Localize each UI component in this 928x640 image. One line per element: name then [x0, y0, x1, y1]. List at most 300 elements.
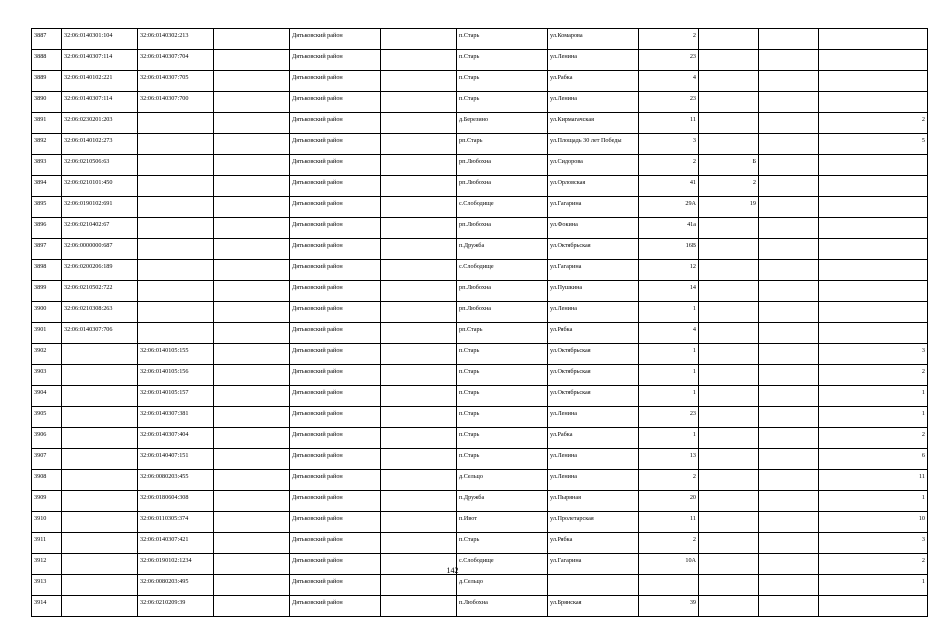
- apartment-cell: 1: [819, 575, 928, 596]
- cadastral-number-cell: [62, 365, 138, 386]
- empty-cell: [381, 449, 457, 470]
- street-cell: ул.Орловская: [548, 176, 639, 197]
- cadastral-number-cell: 32:06:0140301:104: [62, 29, 138, 50]
- house-number-cell: 3: [639, 134, 699, 155]
- row-number-cell: 3888: [32, 50, 62, 71]
- page-number: 142: [446, 566, 459, 575]
- cadastral-number-cell: [62, 596, 138, 617]
- extra-cell: [759, 386, 819, 407]
- table-body: [32, 29, 928, 617]
- building-cell: [699, 29, 759, 50]
- district-cell: Дятьковский район: [290, 554, 381, 575]
- district-cell: Дятьковский район: [290, 491, 381, 512]
- street-cell: ул.Пролетарская: [548, 512, 639, 533]
- empty-cell: [214, 155, 290, 176]
- apartment-cell: 2: [819, 365, 928, 386]
- street-cell: ул.Гагарина: [548, 260, 639, 281]
- settlement-cell: п.Старь: [457, 92, 548, 113]
- house-number-cell: 2: [639, 29, 699, 50]
- empty-cell: [381, 428, 457, 449]
- settlement-cell: п.Дружба: [457, 239, 548, 260]
- empty-cell: [214, 92, 290, 113]
- apartment-cell: 5: [819, 134, 928, 155]
- house-number-cell: 23: [639, 92, 699, 113]
- cadastral-number-cell: [62, 449, 138, 470]
- street-cell: ул.Фокина: [548, 218, 639, 239]
- house-number-cell: 1: [639, 365, 699, 386]
- empty-cell: [381, 239, 457, 260]
- empty-cell: [214, 176, 290, 197]
- cadastral-number-cell: 32:06:0210308:263: [62, 302, 138, 323]
- building-cell: [699, 365, 759, 386]
- house-number-cell: 2: [639, 470, 699, 491]
- district-cell: Дятьковский район: [290, 155, 381, 176]
- linked-cadastral-cell: [138, 260, 214, 281]
- extra-cell: [759, 407, 819, 428]
- empty-cell: [381, 386, 457, 407]
- empty-cell: [214, 302, 290, 323]
- extra-cell: [759, 218, 819, 239]
- empty-cell: [381, 533, 457, 554]
- apartment-cell: 3: [819, 533, 928, 554]
- settlement-cell: рп.Любохна: [457, 176, 548, 197]
- linked-cadastral-cell: [138, 176, 214, 197]
- street-cell: ул.Сидорова: [548, 155, 639, 176]
- house-number-cell: 11: [639, 113, 699, 134]
- street-cell: ул.Площадь 30 лет Победы: [548, 134, 639, 155]
- district-cell: Дятьковский район: [290, 260, 381, 281]
- empty-cell: [214, 50, 290, 71]
- apartment-cell: 2: [819, 428, 928, 449]
- empty-cell: [381, 491, 457, 512]
- empty-cell: [214, 533, 290, 554]
- extra-cell: [759, 302, 819, 323]
- house-number-cell: 41: [639, 176, 699, 197]
- settlement-cell: с.Слободище: [457, 554, 548, 575]
- empty-cell: [381, 134, 457, 155]
- table-row: [32, 113, 928, 134]
- registry-table: [31, 28, 928, 617]
- extra-cell: [759, 281, 819, 302]
- table-row: [32, 176, 928, 197]
- district-cell: Дятьковский район: [290, 92, 381, 113]
- extra-cell: [759, 512, 819, 533]
- linked-cadastral-cell: 32:06:0080203:455: [138, 470, 214, 491]
- table-row: [32, 218, 928, 239]
- table-row: [32, 344, 928, 365]
- street-cell: ул.Ленина: [548, 50, 639, 71]
- district-cell: Дятьковский район: [290, 134, 381, 155]
- row-number-cell: 3904: [32, 386, 62, 407]
- empty-cell: [214, 197, 290, 218]
- district-cell: Дятьковский район: [290, 428, 381, 449]
- settlement-cell: д.Березино: [457, 113, 548, 134]
- cadastral-number-cell: 32:06:0210402:67: [62, 218, 138, 239]
- empty-cell: [214, 386, 290, 407]
- cadastral-number-cell: 32:06:0140307:114: [62, 50, 138, 71]
- street-cell: ул.Брянская: [548, 596, 639, 617]
- table-row: [32, 449, 928, 470]
- empty-cell: [214, 449, 290, 470]
- district-cell: Дятьковский район: [290, 365, 381, 386]
- apartment-cell: 1: [819, 407, 928, 428]
- linked-cadastral-cell: 32:06:0140105:157: [138, 386, 214, 407]
- apartment-cell: [819, 323, 928, 344]
- empty-cell: [381, 575, 457, 596]
- building-cell: [699, 260, 759, 281]
- row-number-cell: 3892: [32, 134, 62, 155]
- cadastral-number-cell: [62, 470, 138, 491]
- settlement-cell: рп.Старь: [457, 323, 548, 344]
- empty-cell: [381, 113, 457, 134]
- cadastral-number-cell: 32:06:0190102:691: [62, 197, 138, 218]
- row-number-cell: 3905: [32, 407, 62, 428]
- empty-cell: [381, 344, 457, 365]
- empty-cell: [214, 596, 290, 617]
- row-number-cell: 3901: [32, 323, 62, 344]
- linked-cadastral-cell: 32:06:0140105:156: [138, 365, 214, 386]
- linked-cadastral-cell: 32:06:0140307:421: [138, 533, 214, 554]
- row-number-cell: 3909: [32, 491, 62, 512]
- settlement-cell: рп.Старь: [457, 134, 548, 155]
- extra-cell: [759, 29, 819, 50]
- extra-cell: [759, 365, 819, 386]
- settlement-cell: с.Слободище: [457, 197, 548, 218]
- district-cell: Дятьковский район: [290, 533, 381, 554]
- street-cell: ул.Гагарина: [548, 197, 639, 218]
- district-cell: Дятьковский район: [290, 470, 381, 491]
- district-cell: Дятьковский район: [290, 512, 381, 533]
- street-cell: ул.Рабка: [548, 428, 639, 449]
- apartment-cell: [819, 71, 928, 92]
- table-row: [32, 302, 928, 323]
- street-cell: ул.Ленина: [548, 302, 639, 323]
- house-number-cell: 13: [639, 449, 699, 470]
- district-cell: Дятьковский район: [290, 596, 381, 617]
- street-cell: ул.Октябрьская: [548, 386, 639, 407]
- empty-cell: [214, 281, 290, 302]
- linked-cadastral-cell: [138, 113, 214, 134]
- apartment-cell: 2: [819, 113, 928, 134]
- empty-cell: [381, 155, 457, 176]
- street-cell: ул.Ленина: [548, 407, 639, 428]
- house-number-cell: 39: [639, 596, 699, 617]
- settlement-cell: п.Старь: [457, 407, 548, 428]
- settlement-cell: с.Слободище: [457, 260, 548, 281]
- empty-cell: [381, 596, 457, 617]
- linked-cadastral-cell: 32:06:0140105:155: [138, 344, 214, 365]
- row-number-cell: 3894: [32, 176, 62, 197]
- settlement-cell: п.Ивот: [457, 512, 548, 533]
- settlement-cell: п.Старь: [457, 428, 548, 449]
- table-row: [32, 239, 928, 260]
- street-cell: ул.Октябрьская: [548, 344, 639, 365]
- extra-cell: [759, 575, 819, 596]
- empty-cell: [381, 365, 457, 386]
- row-number-cell: 3900: [32, 302, 62, 323]
- empty-cell: [214, 575, 290, 596]
- house-number-cell: 23: [639, 407, 699, 428]
- street-cell: ул.Ленина: [548, 92, 639, 113]
- apartment-cell: 2: [819, 554, 928, 575]
- row-number-cell: 3889: [32, 71, 62, 92]
- extra-cell: [759, 134, 819, 155]
- settlement-cell: д.Сельцо: [457, 575, 548, 596]
- building-cell: [699, 113, 759, 134]
- row-number-cell: 3895: [32, 197, 62, 218]
- cadastral-number-cell: [62, 386, 138, 407]
- empty-cell: [381, 470, 457, 491]
- extra-cell: [759, 176, 819, 197]
- linked-cadastral-cell: 32:06:0190102:1234: [138, 554, 214, 575]
- empty-cell: [214, 470, 290, 491]
- table-row: [32, 512, 928, 533]
- street-cell: ул.Рабка: [548, 71, 639, 92]
- linked-cadastral-cell: [138, 218, 214, 239]
- linked-cadastral-cell: [138, 323, 214, 344]
- street-cell: ул.Ленина: [548, 470, 639, 491]
- street-cell: ул.Пыряная: [548, 491, 639, 512]
- linked-cadastral-cell: [138, 197, 214, 218]
- empty-cell: [381, 50, 457, 71]
- apartment-cell: [819, 92, 928, 113]
- cadastral-number-cell: [62, 575, 138, 596]
- apartment-cell: 1: [819, 491, 928, 512]
- house-number-cell: 2: [639, 533, 699, 554]
- linked-cadastral-cell: 32:06:0140307:381: [138, 407, 214, 428]
- settlement-cell: рп.Любохна: [457, 302, 548, 323]
- district-cell: Дятьковский район: [290, 344, 381, 365]
- apartment-cell: 11: [819, 470, 928, 491]
- empty-cell: [214, 71, 290, 92]
- district-cell: Дятьковский район: [290, 71, 381, 92]
- apartment-cell: 10: [819, 512, 928, 533]
- empty-cell: [214, 239, 290, 260]
- row-number-cell: 3893: [32, 155, 62, 176]
- linked-cadastral-cell: 32:06:0140302:213: [138, 29, 214, 50]
- settlement-cell: п.Старь: [457, 365, 548, 386]
- row-number-cell: 3910: [32, 512, 62, 533]
- house-number-cell: 1: [639, 344, 699, 365]
- street-cell: ул.Рябка: [548, 323, 639, 344]
- cadastral-number-cell: 32:06:0200206:189: [62, 260, 138, 281]
- linked-cadastral-cell: [138, 155, 214, 176]
- table-row: [32, 533, 928, 554]
- building-cell: [699, 470, 759, 491]
- house-number-cell: 1: [639, 302, 699, 323]
- row-number-cell: 3912: [32, 554, 62, 575]
- empty-cell: [381, 176, 457, 197]
- linked-cadastral-cell: 32:06:0180604:308: [138, 491, 214, 512]
- extra-cell: [759, 449, 819, 470]
- extra-cell: [759, 260, 819, 281]
- extra-cell: [759, 113, 819, 134]
- street-cell: ул.Гагарина: [548, 554, 639, 575]
- table-row: [32, 575, 928, 596]
- apartment-cell: [819, 197, 928, 218]
- street-cell: [548, 575, 639, 596]
- row-number-cell: 3899: [32, 281, 62, 302]
- building-cell: 2: [699, 176, 759, 197]
- table-row: [32, 470, 928, 491]
- settlement-cell: п.Старь: [457, 29, 548, 50]
- linked-cadastral-cell: [138, 134, 214, 155]
- linked-cadastral-cell: 32:06:0140307:705: [138, 71, 214, 92]
- table-row: [32, 323, 928, 344]
- house-number-cell: 14: [639, 281, 699, 302]
- settlement-cell: п.Старь: [457, 344, 548, 365]
- building-cell: [699, 344, 759, 365]
- building-cell: Б: [699, 155, 759, 176]
- linked-cadastral-cell: [138, 302, 214, 323]
- settlement-cell: п.Старь: [457, 71, 548, 92]
- building-cell: [699, 428, 759, 449]
- empty-cell: [381, 218, 457, 239]
- empty-cell: [214, 323, 290, 344]
- settlement-cell: п.Старь: [457, 533, 548, 554]
- empty-cell: [381, 29, 457, 50]
- house-number-cell: 4: [639, 71, 699, 92]
- extra-cell: [759, 92, 819, 113]
- street-cell: ул.Кирмагачская: [548, 113, 639, 134]
- empty-cell: [381, 323, 457, 344]
- house-number-cell: 20: [639, 491, 699, 512]
- empty-cell: [214, 113, 290, 134]
- empty-cell: [381, 197, 457, 218]
- settlement-cell: рп.Любохна: [457, 218, 548, 239]
- building-cell: [699, 596, 759, 617]
- row-number-cell: 3903: [32, 365, 62, 386]
- building-cell: [699, 302, 759, 323]
- cadastral-number-cell: 32:06:0210101:450: [62, 176, 138, 197]
- apartment-cell: [819, 176, 928, 197]
- extra-cell: [759, 71, 819, 92]
- row-number-cell: 3907: [32, 449, 62, 470]
- cadastral-number-cell: 32:06:0140102:273: [62, 134, 138, 155]
- row-number-cell: 3891: [32, 113, 62, 134]
- row-number-cell: 3896: [32, 218, 62, 239]
- extra-cell: [759, 533, 819, 554]
- district-cell: Дятьковский район: [290, 197, 381, 218]
- empty-cell: [214, 344, 290, 365]
- extra-cell: [759, 344, 819, 365]
- row-number-cell: 3911: [32, 533, 62, 554]
- building-cell: [699, 512, 759, 533]
- apartment-cell: 3: [819, 344, 928, 365]
- linked-cadastral-cell: 32:06:0080203:495: [138, 575, 214, 596]
- building-cell: [699, 281, 759, 302]
- settlement-cell: п.Любохна: [457, 596, 548, 617]
- building-cell: [699, 218, 759, 239]
- cadastral-number-cell: 32:06:0140307:706: [62, 323, 138, 344]
- empty-cell: [214, 29, 290, 50]
- district-cell: Дятьковский район: [290, 176, 381, 197]
- house-number-cell: 4: [639, 323, 699, 344]
- cadastral-number-cell: 32:06:0000000:687: [62, 239, 138, 260]
- building-cell: [699, 239, 759, 260]
- building-cell: [699, 386, 759, 407]
- empty-cell: [214, 428, 290, 449]
- cadastral-number-cell: 32:06:0140102:221: [62, 71, 138, 92]
- cadastral-number-cell: 32:06:0230201:203: [62, 113, 138, 134]
- row-number-cell: 3906: [32, 428, 62, 449]
- table-row: [32, 365, 928, 386]
- linked-cadastral-cell: 32:06:0140407:151: [138, 449, 214, 470]
- extra-cell: [759, 596, 819, 617]
- apartment-cell: [819, 239, 928, 260]
- empty-cell: [381, 281, 457, 302]
- house-number-cell: 2: [639, 155, 699, 176]
- row-number-cell: 3887: [32, 29, 62, 50]
- street-cell: ул.Октябрьская: [548, 365, 639, 386]
- district-cell: Дятьковский район: [290, 407, 381, 428]
- settlement-cell: д.Сельцо: [457, 470, 548, 491]
- house-number-cell: 11: [639, 512, 699, 533]
- table-row: [32, 260, 928, 281]
- table-row: [32, 407, 928, 428]
- district-cell: Дятьковский район: [290, 575, 381, 596]
- row-number-cell: 3914: [32, 596, 62, 617]
- cadastral-number-cell: 32:06:0140307:114: [62, 92, 138, 113]
- building-cell: [699, 533, 759, 554]
- district-cell: Дятьковский район: [290, 50, 381, 71]
- extra-cell: [759, 197, 819, 218]
- empty-cell: [214, 365, 290, 386]
- apartment-cell: [819, 302, 928, 323]
- linked-cadastral-cell: [138, 281, 214, 302]
- extra-cell: [759, 50, 819, 71]
- district-cell: Дятьковский район: [290, 218, 381, 239]
- empty-cell: [381, 92, 457, 113]
- settlement-cell: рп.Любохна: [457, 155, 548, 176]
- empty-cell: [381, 302, 457, 323]
- district-cell: Дятьковский район: [290, 239, 381, 260]
- empty-cell: [214, 260, 290, 281]
- empty-cell: [214, 512, 290, 533]
- extra-cell: [759, 323, 819, 344]
- building-cell: [699, 134, 759, 155]
- table-row: [32, 50, 928, 71]
- building-cell: [699, 407, 759, 428]
- street-cell: ул.Октябрьская: [548, 239, 639, 260]
- empty-cell: [381, 512, 457, 533]
- extra-cell: [759, 239, 819, 260]
- street-cell: ул.Ленина: [548, 449, 639, 470]
- apartment-cell: [819, 218, 928, 239]
- house-number-cell: 16В: [639, 239, 699, 260]
- building-cell: [699, 491, 759, 512]
- table-row: [32, 134, 928, 155]
- district-cell: Дятьковский район: [290, 302, 381, 323]
- extra-cell: [759, 491, 819, 512]
- table-row: [32, 92, 928, 113]
- row-number-cell: 3908: [32, 470, 62, 491]
- table-row: [32, 29, 928, 50]
- empty-cell: [381, 71, 457, 92]
- cadastral-number-cell: [62, 512, 138, 533]
- street-cell: ул.Комарова: [548, 29, 639, 50]
- apartment-cell: [819, 155, 928, 176]
- linked-cadastral-cell: 32:06:0140307:700: [138, 92, 214, 113]
- cadastral-number-cell: [62, 428, 138, 449]
- table-row: [32, 197, 928, 218]
- house-number-cell: 12: [639, 260, 699, 281]
- building-cell: [699, 575, 759, 596]
- district-cell: Дятьковский район: [290, 29, 381, 50]
- extra-cell: [759, 428, 819, 449]
- settlement-cell: п.Старь: [457, 386, 548, 407]
- district-cell: Дятьковский район: [290, 113, 381, 134]
